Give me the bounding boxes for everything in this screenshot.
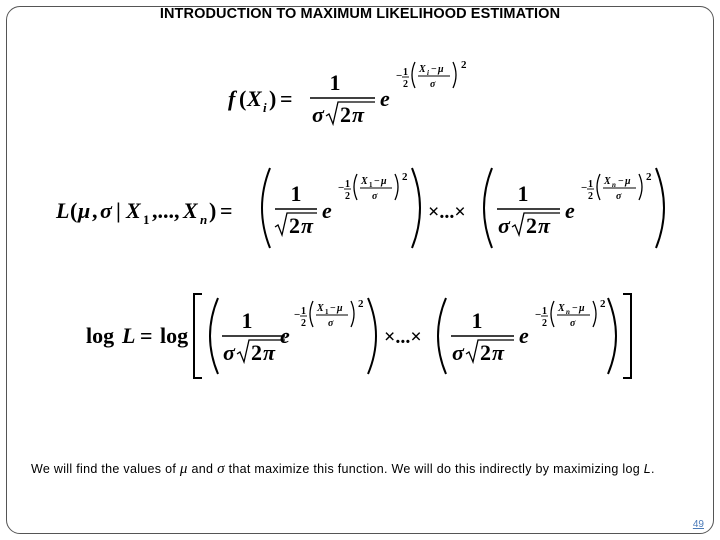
svg-text:π: π (301, 213, 314, 238)
svg-text:): ) (209, 198, 217, 223)
svg-text:−: − (374, 176, 380, 187)
svg-text:−: − (338, 182, 345, 194)
svg-text:e: e (322, 198, 332, 223)
mu-symbol: μ (179, 461, 188, 477)
svg-text:σ: σ (328, 318, 334, 329)
svg-text:×...×: ×...× (428, 201, 466, 223)
body-and: and (191, 462, 214, 476)
svg-text:X: X (317, 303, 324, 314)
svg-text:2: 2 (358, 298, 364, 310)
svg-text:2: 2 (340, 102, 351, 127)
svg-text:σ: σ (570, 318, 576, 329)
svg-text:−: − (294, 309, 301, 321)
svg-text:e: e (565, 198, 575, 223)
svg-text:σ: σ (452, 340, 464, 365)
svg-text:−: − (396, 70, 403, 82)
svg-text:μ: μ (579, 303, 585, 314)
svg-text:2: 2 (480, 340, 491, 365)
svg-text:1: 1 (301, 306, 306, 317)
svg-text:X: X (558, 303, 565, 314)
slide-title: INTRODUCTION TO MAXIMUM LIKELIHOOD ESTIMATION (159, 6, 561, 22)
svg-text:f: f (228, 86, 236, 111)
svg-text:σ: σ (498, 213, 510, 238)
svg-text:−: − (572, 303, 578, 314)
svg-text:1: 1 (345, 179, 350, 190)
svg-text:1: 1 (325, 308, 329, 316)
svg-text:e: e (380, 86, 390, 111)
svg-text:X: X (183, 198, 198, 223)
svg-text:,: , (92, 198, 98, 223)
svg-text:π: π (263, 340, 276, 365)
svg-text:X: X (247, 86, 262, 111)
svg-text:μ: μ (381, 176, 387, 187)
svg-text:log: log (160, 323, 189, 348)
svg-text:π: π (538, 213, 551, 238)
svg-text:2: 2 (301, 318, 306, 329)
svg-text:σ: σ (312, 102, 324, 127)
svg-text:1: 1 (143, 212, 150, 227)
svg-text:2: 2 (461, 59, 467, 71)
svg-text:2: 2 (403, 79, 408, 90)
svg-text:π: π (352, 102, 365, 127)
svg-text:1: 1 (588, 179, 593, 190)
likelihood-equation (56, 162, 696, 254)
density-equation (228, 56, 488, 132)
svg-text:2: 2 (289, 213, 300, 238)
svg-text:e: e (519, 323, 529, 348)
svg-text:X: X (126, 198, 141, 223)
svg-text:L: L (122, 323, 136, 348)
svg-text:σ: σ (100, 198, 112, 223)
body-part1: We will find the values of (31, 462, 177, 476)
body-end: . (651, 462, 655, 476)
svg-text:2: 2 (402, 171, 408, 183)
svg-text:1: 1 (241, 308, 253, 333)
svg-text:2: 2 (588, 191, 593, 202)
svg-text:2: 2 (542, 318, 547, 329)
svg-text:1: 1 (403, 67, 408, 78)
svg-text:,...,: ,..., (152, 198, 180, 223)
svg-text:σ: σ (430, 79, 436, 90)
log-likelihood-equation (86, 290, 646, 382)
svg-text:μ: μ (337, 303, 343, 314)
svg-text:(: ( (70, 198, 78, 223)
svg-text:): ) (269, 86, 277, 111)
svg-text:−: − (330, 303, 336, 314)
svg-text:log: log (86, 323, 115, 348)
svg-text:μ: μ (78, 198, 91, 223)
var-l: L (643, 462, 652, 476)
svg-text:1: 1 (290, 181, 302, 206)
svg-text:2: 2 (345, 191, 350, 202)
svg-text:2: 2 (526, 213, 537, 238)
svg-text:i: i (263, 100, 267, 115)
svg-text:i: i (427, 69, 429, 77)
svg-text:σ: σ (372, 191, 378, 202)
svg-text:n: n (200, 212, 208, 227)
svg-text:X: X (361, 176, 368, 187)
svg-text:−: − (535, 309, 542, 321)
svg-text:σ: σ (616, 191, 622, 202)
svg-text:L: L (56, 198, 70, 223)
svg-text:X: X (419, 64, 426, 75)
svg-text:1: 1 (329, 70, 341, 95)
page-number[interactable]: 49 (692, 519, 704, 530)
explanation-text (31, 459, 691, 479)
svg-text:2: 2 (646, 171, 652, 183)
svg-text:2: 2 (251, 340, 262, 365)
svg-text:=: = (280, 86, 293, 111)
svg-text:e: e (280, 323, 290, 348)
svg-text:μ: μ (625, 176, 631, 187)
svg-text:(: ( (239, 86, 247, 111)
svg-text:−: − (618, 176, 624, 187)
svg-text:1: 1 (517, 181, 529, 206)
svg-text:−: − (581, 182, 588, 194)
svg-text:σ: σ (223, 340, 235, 365)
body-part2: that maximize this function. We will do this indirectly by maximizing log (228, 462, 640, 476)
svg-text:×...×: ×...× (384, 326, 422, 348)
svg-text:=: = (140, 323, 153, 348)
svg-text:n: n (612, 181, 616, 189)
svg-text:−: − (431, 64, 437, 75)
svg-text:1: 1 (542, 306, 547, 317)
svg-text:2: 2 (600, 298, 606, 310)
svg-text:X: X (604, 176, 611, 187)
svg-text:π: π (492, 340, 505, 365)
sigma-symbol: σ (217, 461, 225, 477)
svg-text:μ: μ (438, 64, 444, 75)
svg-text:1: 1 (471, 308, 483, 333)
svg-text:1: 1 (369, 181, 373, 189)
svg-text:=: = (220, 198, 233, 223)
svg-text:|: | (116, 198, 121, 223)
svg-text:n: n (566, 308, 570, 316)
